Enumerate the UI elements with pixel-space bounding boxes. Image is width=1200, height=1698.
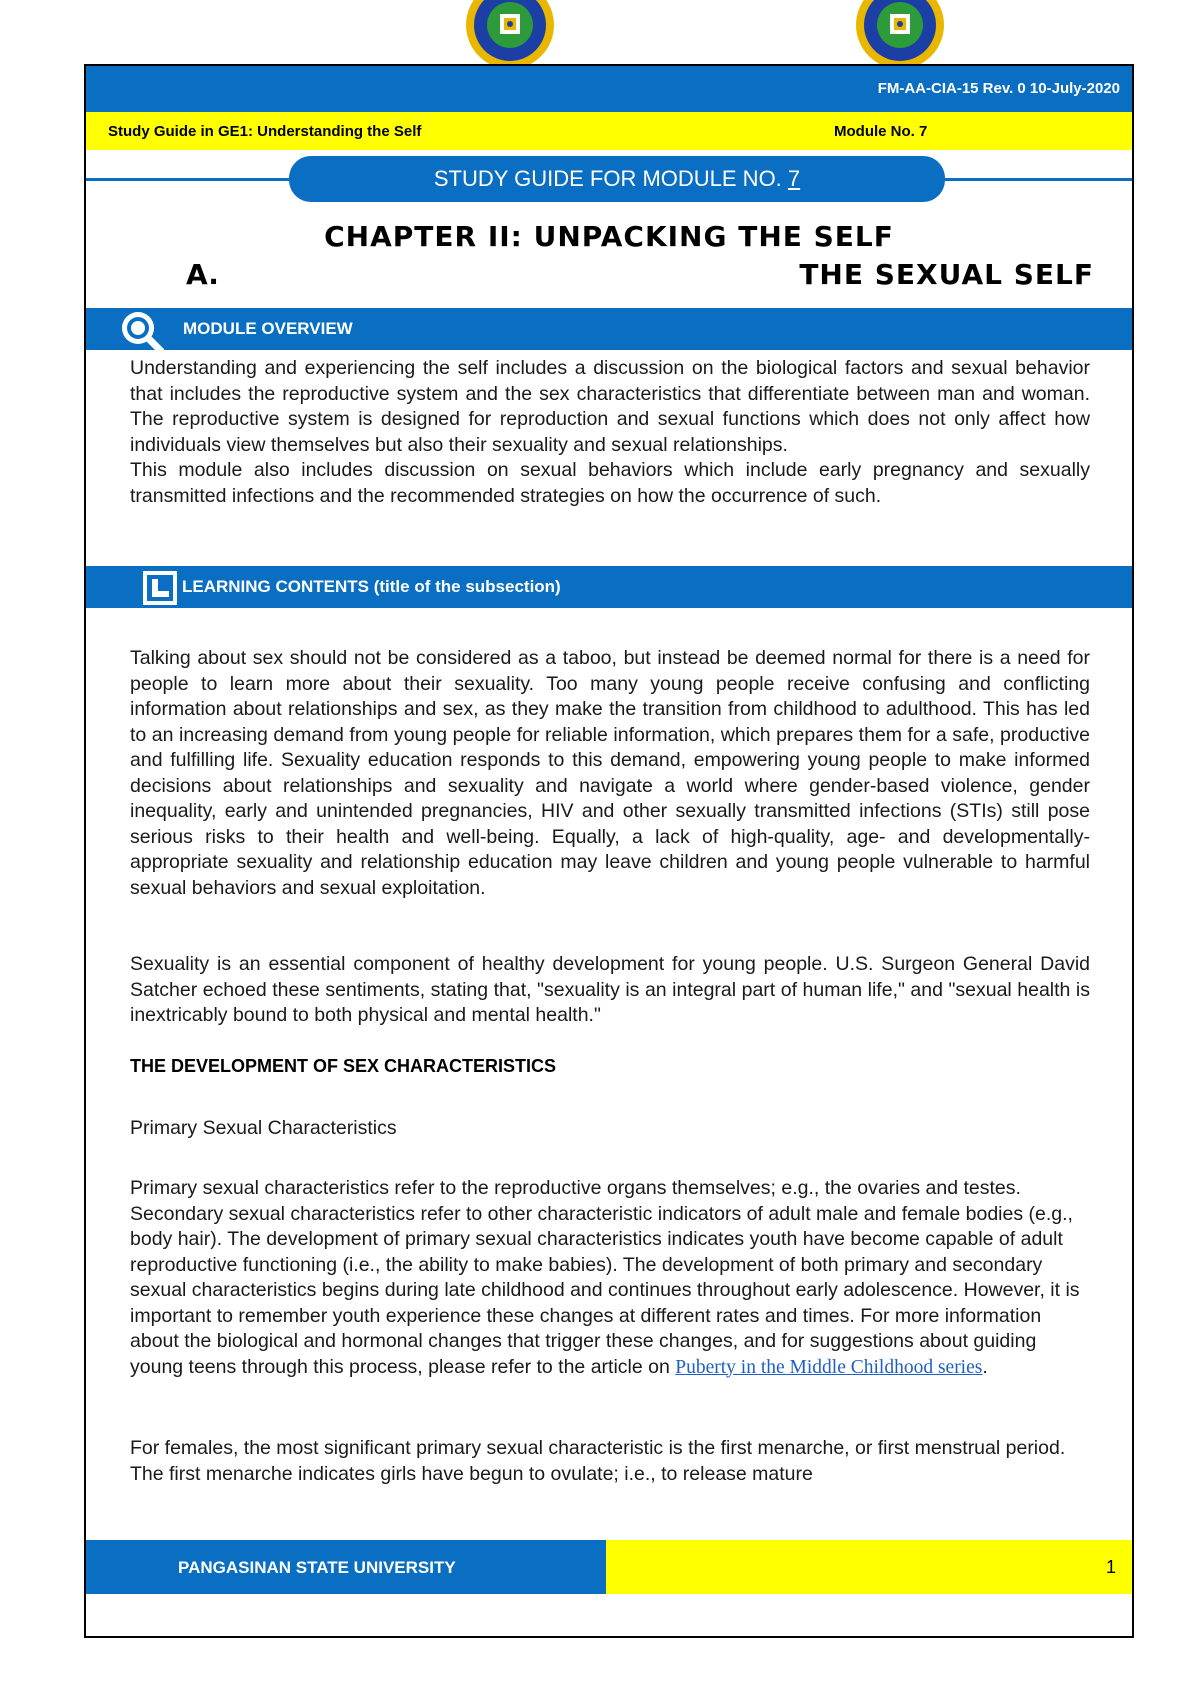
university-name: PANGASINAN STATE UNIVERSITY (178, 1558, 456, 1577)
learning-paragraph-1: Talking about sex should not be considered as a taboo, but instead be deemed normal for there is a need for people to learn more about their sexuality. Too many young people receive confusing and conflicting information about relationships and sex, as they make the transition from childhood to adulthood. This has led to an increasing demand from young people for reliable information, which prepares them for a safe, productive and fulfilling life. Sexuality education responds to this demand, empowering young people to make informed decisions about relationships and sexuality and navigate a world where gender-based violence, gender inequality, early and unintended pregnancies, HIV and other sexually transmitted infections (STIs) still pose serious risks to their health and well-being. Equally, a lack of high-quality, age- and developmentally-appropriate sexuality and relationship education may leave children and young people vulnerable to harmful sexual behaviors and sexual exploitation. (130, 647, 1090, 899)
banner-module-number: 7 (787, 166, 801, 191)
book-icon (142, 570, 180, 606)
section-letter: A. (186, 258, 219, 291)
banner-label: STUDY GUIDE FOR MODULE NO. (433, 166, 788, 191)
footer (86, 1540, 1132, 1594)
university-seal-icon (460, 0, 560, 70)
footer-university-block (86, 1540, 606, 1594)
study-guide-banner (289, 156, 945, 202)
learning-paragraph-3 (130, 1176, 1090, 1380)
paragraph-text: Primary sexual characteristics refer to the reproductive organs themselves; e.g., the ovaries and testes. Secondary sexual characteristics refer to other characteristic indicators of adult male and female bodies (e.g., body hair). The development of primary sexual characteristics indicates youth have become capable of adult reproductive functioning (i.e., the ability to make babies). The development of both primary and secondary sexual characteristics begins during late childhood and continues throughout early adolescence. However, it is important to remember youth experience these changes at different rates and times. For more information about the biological and hormonal changes that trigger these changes, and for suggestions about guiding young teens through this process, please refer to the article on (130, 1177, 1080, 1378)
section-heading: THE DEVELOPMENT OF SEX CHARACTERISTICS (130, 1056, 557, 1076)
puberty-article-link[interactable]: Puberty in the Middle Childhood series (675, 1356, 983, 1378)
module-number: Module No. 7 (834, 123, 928, 140)
guide-info-bar (86, 112, 1132, 150)
header-bar (86, 66, 1132, 112)
page-number: 1 (1105, 1557, 1116, 1577)
overview-paragraph: Understanding and experiencing the self includes a discussion on the biological factors and sexual behavior that includes the reproductive system and the sex characteristics that differentiate between man and woman. The reproductive system is designed for reproduction and sexual functions which does not only affect how individuals view themselves but also their sexuality and sexual relationships. (130, 357, 1090, 456)
module-overview-bar (86, 308, 1132, 350)
magnifier-icon (120, 310, 166, 354)
learning-contents-bar (86, 566, 1132, 608)
learning-contents-label: LEARNING CONTENTS (title of the subsection) (182, 577, 561, 596)
learning-paragraph-4: For females, the most significant primary sexual characteristic is the first menarche, or first menstrual period. The first menarche indicates girls have begun to ovulate; i.e., to release mature (130, 1437, 1066, 1485)
subsection-heading: Primary Sexual Characteristics (130, 1117, 397, 1139)
overview-text (130, 356, 1090, 509)
guide-title: Study Guide in GE1: Understanding the Self (108, 123, 422, 140)
university-seal-icon (850, 0, 950, 70)
overview-paragraph: This module also includes discussion on sexual behaviors which include early pregnancy and sexually transmitted infections and the recommended strategies on how the occurrence of such. (130, 459, 1090, 507)
learning-paragraph-2: Sexuality is an essential component of healthy development for young people. U.S. Surgeon General David Satcher echoed these sentiments, stating that, "sexuality is an integral part of human life," and "sexual health is inextricably bound to both physical and mental health." (130, 953, 1090, 1026)
module-overview-label: MODULE OVERVIEW (183, 319, 353, 338)
chapter-title: CHAPTER II: UNPACKING THE SELF (324, 220, 894, 253)
form-code: FM-AA-CIA-15 Rev. 0 10-July-2020 (877, 80, 1120, 97)
footer-page-block (606, 1540, 1132, 1594)
section-title: THE SEXUAL SELF (799, 258, 1094, 291)
page-frame (84, 64, 1134, 1638)
paragraph-text-end: . (982, 1355, 988, 1378)
